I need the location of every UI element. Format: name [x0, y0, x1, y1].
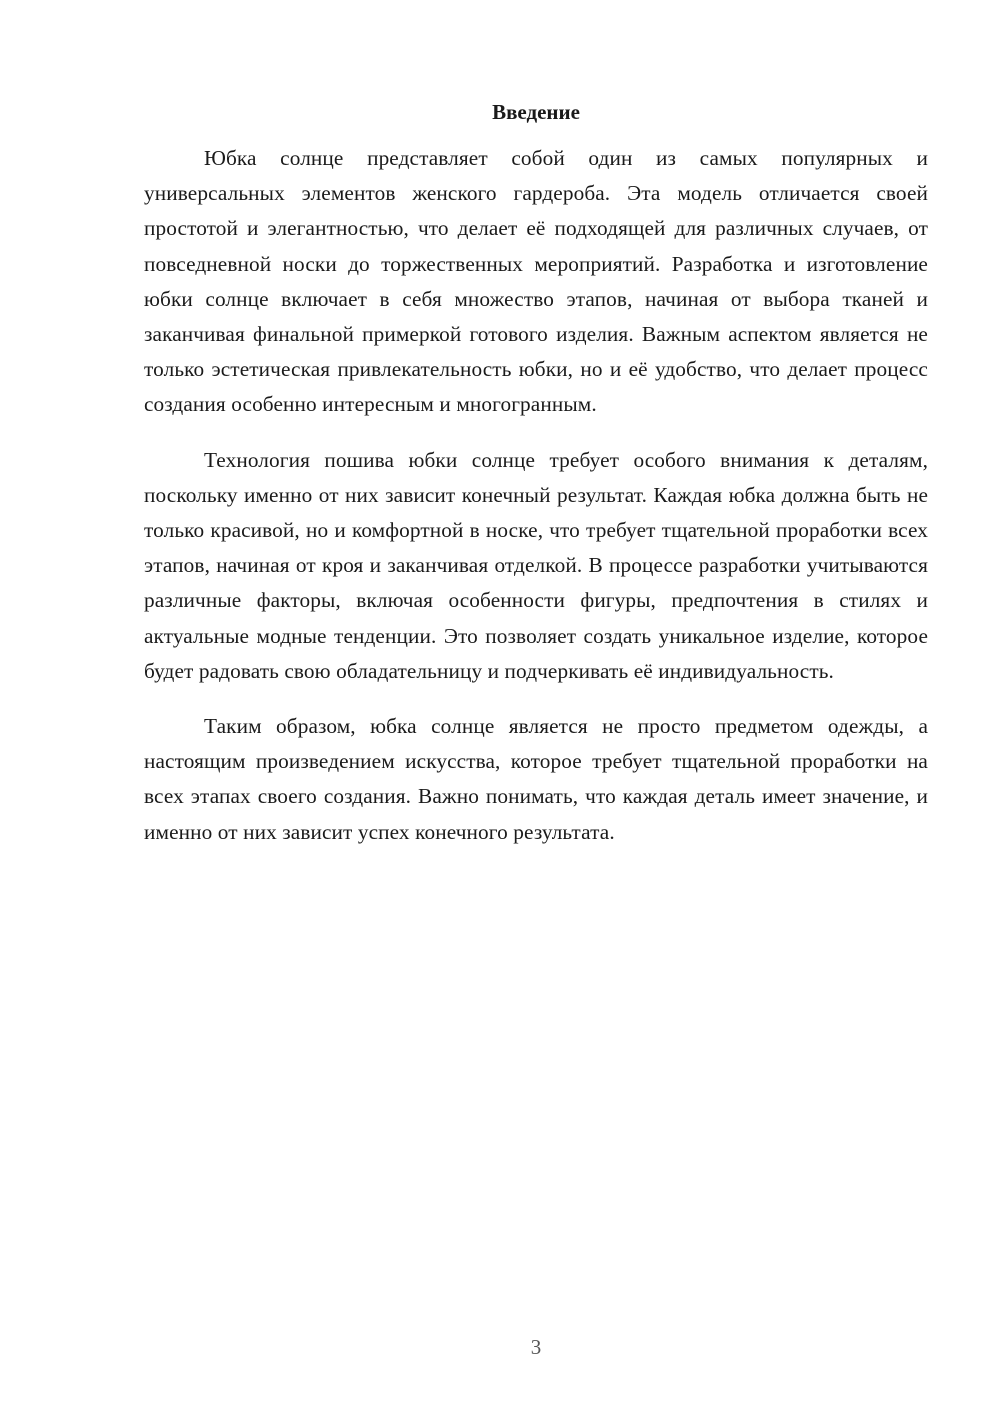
paragraph-3: Таким образом, юбка солнце является не просто предметом одежды, а настоящим произведением искусства, которое требует тщательной проработки на всех этапах своего создания. Важно понимать, что каждая деталь имеет значение, и именно от них зависит успех конечного результата. [144, 714, 928, 844]
page-number: 3 [530, 1335, 542, 1359]
paragraph-2: Технология пошива юбки солнце требует особого внимания к деталям, поскольку именно от них зависит конечный результат. Каждая юбка должна быть не только красивой, но и комфортной в носке, что требует тщательной проработки всех этапов, начиная от кроя и заканчивая отделкой. В процессе разработки учитываются различные факторы, включая особенности фигуры, предпочтения в стилях и актуальные модные тенденции. Это позволяет создать уникальное изделие, которое будет радовать свою обладательницу и подчеркивать её индивидуальность. [144, 447, 928, 683]
body-text [144, 141, 928, 870]
paragraph-1: Юбка солнце представляет собой один из самых популярных и универсальных элементов женского гардероба. Эта модель отличается своей простотой и элегантностью, что делает её подходящей для различных случаев, от повседневной носки до торжественных мероприятий. Разработка и изготовление юбки солнце включает в себя множество этапов, начиная от выбора тканей и заканчивая финальной примеркой готового изделия. Важным аспектом является не только эстетическая привлекательность юбки, но и её удобство, что делает процесс создания особенно интересным и многогранным. [144, 146, 928, 417]
page-heading: Введение [492, 100, 580, 124]
